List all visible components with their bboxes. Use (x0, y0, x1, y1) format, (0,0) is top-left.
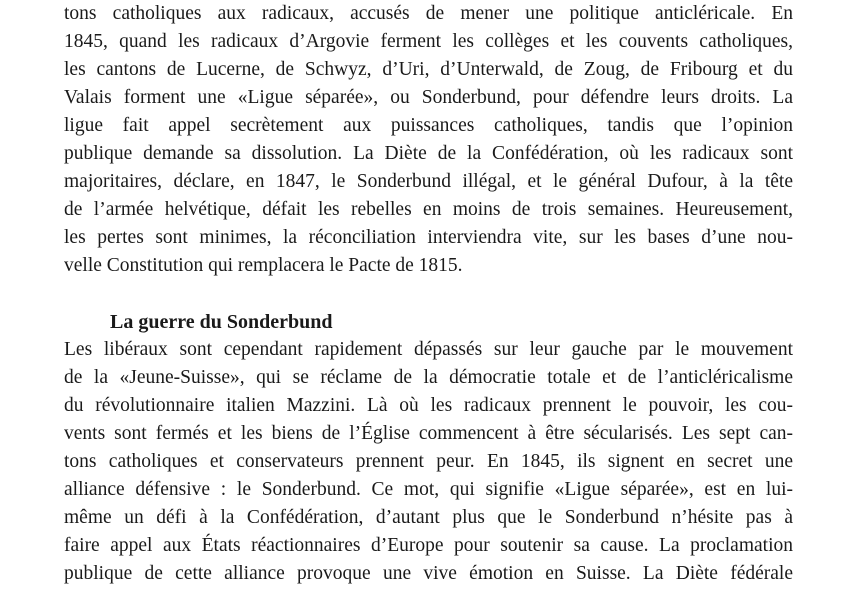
text-line: même un défi à la Confédération, d’autant plus que le Sonderbund n’hésite pas à (64, 507, 793, 528)
text-line: faire appel aux États réactionnaires d’Europe pour soutenir sa cause. La proclamation (64, 535, 793, 556)
text-line: velle Constitution qui remplacera le Pacte de 1815. (64, 255, 463, 276)
text-line: 1845, quand les radicaux d’Argovie ferment les collèges et les couvents catholiques, (64, 31, 793, 52)
text-line: les pertes sont minimes, la réconciliation interviendra vite, sur les bases d’une nou- (64, 227, 793, 248)
text-line: publique de cette alliance provoque une vive émotion en Suisse. La Diète fédérale (64, 563, 793, 584)
paragraph-sonderbund (64, 336, 793, 588)
text-line: du révolutionnaire italien Mazzini. Là où les radicaux prennent le pouvoir, les cou- (64, 395, 793, 416)
text-line: tons catholiques aux radicaux, accusés de mener une politique anticléricale. En (64, 3, 793, 24)
text-line: de l’armée helvétique, défait les rebelles en moins de trois semaines. Heureusement, (64, 199, 793, 220)
paragraph-gap (64, 280, 793, 308)
text-line: tons catholiques et conservateurs prennent peur. En 1845, ils signent en secret une (64, 451, 793, 472)
text-line: Les libéraux sont cependant rapidement dépassés sur leur gauche par le mouvement (64, 339, 793, 360)
paragraph-intro (64, 0, 793, 280)
text-line: publique demande sa dissolution. La Diète de la Confédération, où les radicaux sont (64, 143, 793, 164)
text-line: ligue fait appel secrètement aux puissances catholiques, tandis que l’opinion (64, 115, 793, 136)
text-line: Valais forment une «Ligue séparée», ou Sonderbund, pour défendre leurs droits. La (64, 87, 793, 108)
text-line: de la «Jeune-Suisse», qui se réclame de la démocratie totale et de l’anticléricalisme (64, 367, 793, 388)
text-line: les cantons de Lucerne, de Schwyz, d’Uri, d’Unterwald, de Zoug, de Fribourg et du (64, 59, 793, 80)
text-line: majoritaires, déclare, en 1847, le Sonderbund illégal, et le général Dufour, à la tête (64, 171, 793, 192)
text-line: vents sont fermés et les biens de l’Église commencent à être sécularisés. Les sept can- (64, 423, 793, 444)
document-page (64, 0, 793, 588)
section-title: La guerre du Sonderbund (110, 311, 333, 333)
text-line: alliance défensive : le Sonderbund. Ce mot, qui signifie «Ligue séparée», est en lui- (64, 479, 793, 500)
